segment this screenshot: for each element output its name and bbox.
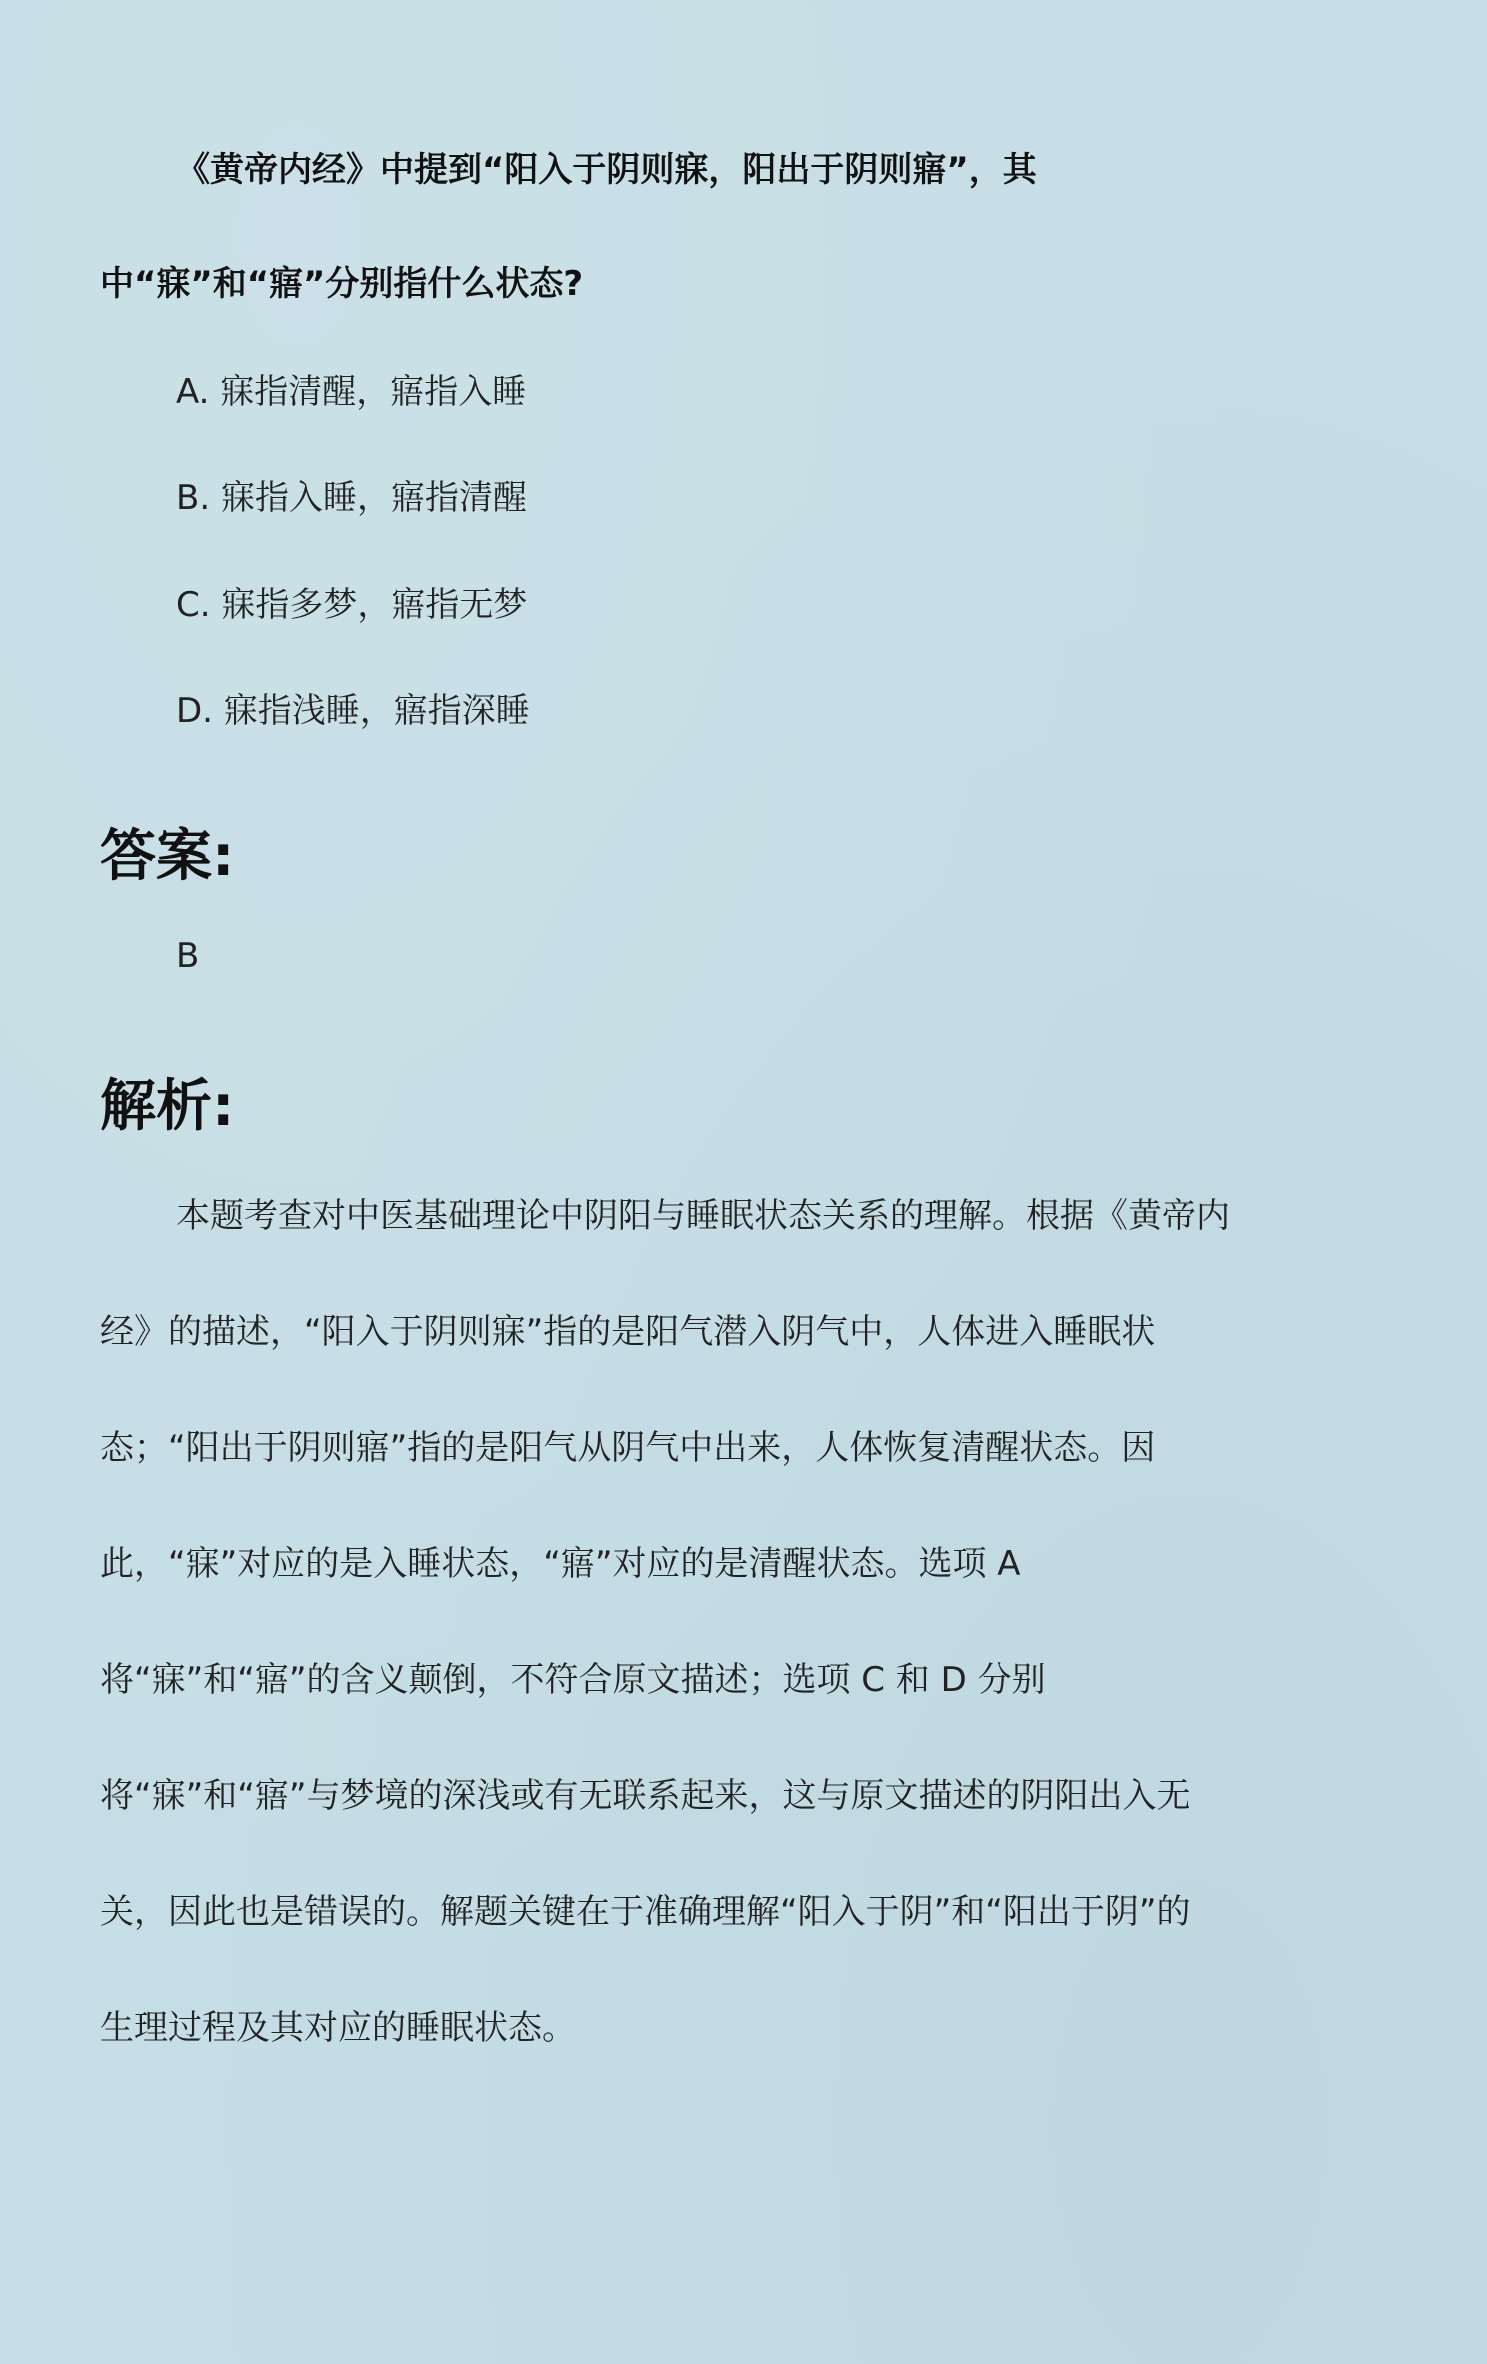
answer-heading: 答案: — [100, 824, 235, 889]
analysis-line-4: 此，“寐”对应的是入睡状态，“寤”对应的是清醒状态。选项 A — [100, 1544, 1021, 1584]
analysis-line-2: 经》的描述，“阳入于阴则寐”指的是阳气潜入阴气中，人体进入睡眠状 — [100, 1312, 1156, 1352]
question-text-line-1: 《黄帝内经》中提到“阳入于阴则寐，阳出于阴则寤”，其 — [176, 150, 1037, 190]
option-c: C. 寐指多梦，寤指无梦 — [176, 585, 528, 625]
analysis-line-7: 关，因此也是错误的。解题关键在于准确理解“阳入于阴”和“阳出于阴”的 — [100, 1892, 1191, 1932]
analysis-heading: 解析: — [100, 1074, 235, 1139]
answer-value: B — [176, 936, 200, 976]
analysis-line-5: 将“寐”和“寤”的含义颠倒，不符合原文描述；选项 C 和 D 分别 — [100, 1660, 1046, 1700]
analysis-line-8: 生理过程及其对应的睡眠状态。 — [100, 2008, 576, 2048]
analysis-line-6: 将“寐”和“寤”与梦境的深浅或有无联系起来，这与原文描述的阴阳出入无 — [100, 1776, 1191, 1816]
analysis-line-1: 本题考查对中医基础理论中阴阳与睡眠状态关系的理解。根据《黄帝内 — [176, 1196, 1230, 1236]
option-d: D. 寐指浅睡，寤指深睡 — [176, 691, 530, 731]
analysis-line-3: 态；“阳出于阴则寤”指的是阳气从阴气中出来，人体恢复清醒状态。因 — [100, 1428, 1156, 1468]
option-b: B. 寐指入睡，寤指清醒 — [176, 478, 527, 518]
option-a: A. 寐指清醒，寤指入睡 — [176, 372, 527, 412]
question-text-line-2: 中“寐”和“寤”分别指什么状态? — [100, 264, 584, 304]
